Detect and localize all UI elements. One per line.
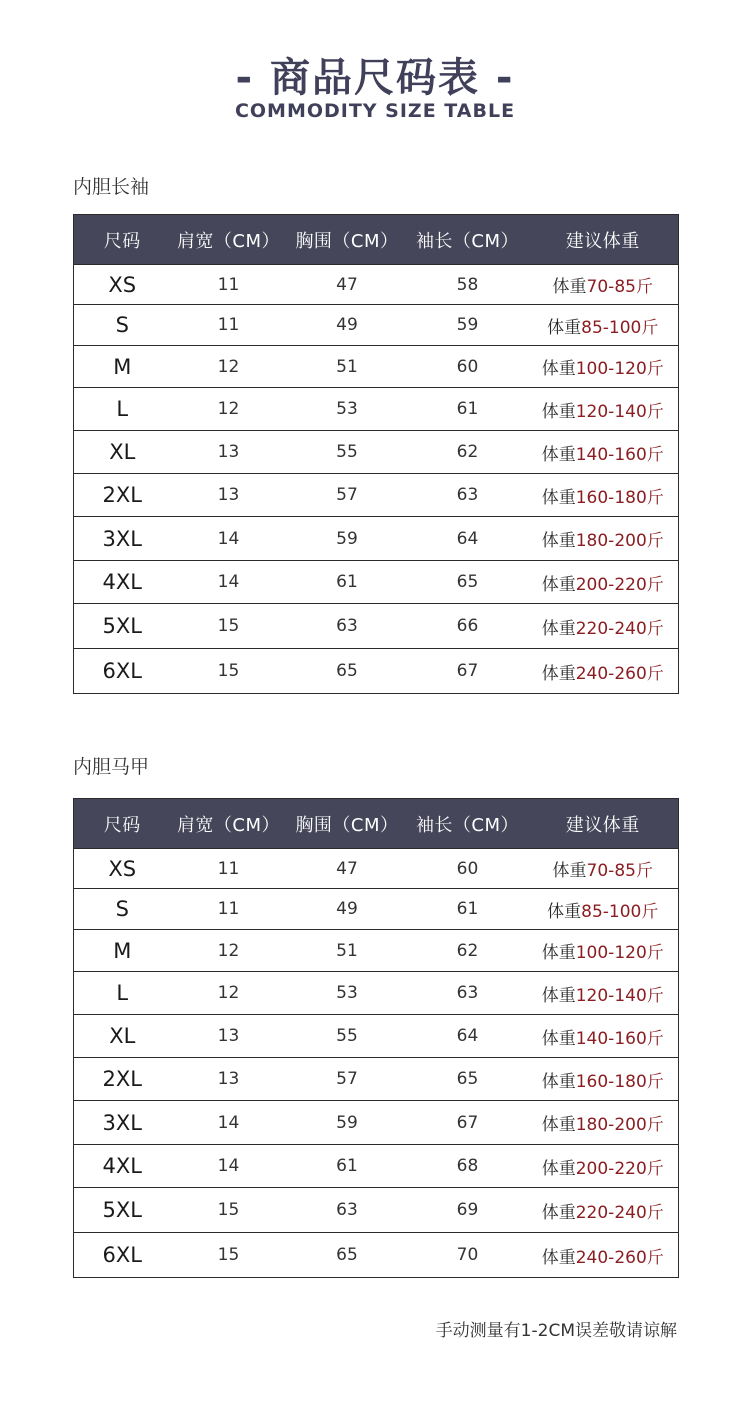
size-cell: XL	[74, 1015, 171, 1058]
weight-prefix: 体重	[541, 1071, 576, 1092]
table-row	[74, 649, 679, 694]
table-row	[74, 1233, 679, 1278]
header-chest: 胸围（CM）	[287, 215, 408, 265]
sleeve-cell: 67	[408, 649, 528, 694]
chest-cell: 63	[287, 1188, 408, 1233]
weight-range: 240-260斤	[575, 1247, 664, 1268]
sleeve-cell: 65	[408, 1058, 528, 1101]
sleeve-cell: 67	[408, 1101, 528, 1145]
size-table-vest	[73, 798, 679, 1278]
chest-cell: 61	[287, 561, 408, 604]
weight-prefix: 体重	[541, 1202, 576, 1223]
header-size: 尺码	[74, 799, 171, 849]
weight-prefix: 体重	[541, 618, 576, 639]
size-cell: XL	[74, 431, 171, 474]
shoulder-cell: 14	[171, 517, 287, 561]
shoulder-cell: 15	[171, 1188, 287, 1233]
table-row	[74, 930, 679, 972]
weight-cell	[528, 474, 679, 517]
size-cell: 5XL	[74, 604, 171, 649]
sleeve-cell: 61	[408, 388, 528, 431]
weight-range: 140-160斤	[575, 444, 664, 465]
weight-prefix: 体重	[541, 444, 576, 465]
weight-cell	[528, 561, 679, 604]
shoulder-cell: 11	[171, 265, 287, 305]
table-row	[74, 474, 679, 517]
sleeve-cell: 61	[408, 889, 528, 930]
table-row	[74, 1058, 679, 1101]
header-sleeve: 袖长（CM）	[408, 215, 528, 265]
size-cell: M	[74, 930, 171, 972]
size-cell: 4XL	[74, 561, 171, 604]
weight-cell	[528, 930, 679, 972]
sleeve-cell: 59	[408, 305, 528, 346]
weight-range: 120-140斤	[575, 401, 664, 422]
size-cell: 3XL	[74, 1101, 171, 1145]
shoulder-cell: 14	[171, 1101, 287, 1145]
weight-prefix: 体重	[541, 574, 576, 595]
weight-range: 100-120斤	[575, 943, 664, 963]
weight-prefix: 体重	[547, 317, 582, 338]
weight-cell	[528, 1101, 679, 1145]
weight-cell	[528, 1058, 679, 1101]
table-row	[74, 849, 679, 889]
shoulder-cell: 12	[171, 972, 287, 1015]
measurement-note: 手动测量有1-2CM误差敬请谅解	[435, 1321, 677, 1341]
shoulder-cell: 14	[171, 1145, 287, 1188]
table-row	[74, 388, 679, 431]
weight-range: 220-240斤	[575, 1202, 664, 1223]
table-row	[74, 604, 679, 649]
weight-cell	[528, 265, 679, 305]
sleeve-cell: 64	[408, 1015, 528, 1058]
chest-cell: 53	[287, 388, 408, 431]
weight-prefix: 体重	[541, 1115, 576, 1135]
chest-cell: 59	[287, 1101, 408, 1145]
size-cell: XS	[74, 849, 171, 889]
shoulder-cell: 12	[171, 388, 287, 431]
size-cell: 5XL	[74, 1188, 171, 1233]
table-row	[74, 431, 679, 474]
weight-prefix: 体重	[541, 1028, 576, 1049]
chest-cell: 49	[287, 305, 408, 346]
sleeve-cell: 58	[408, 265, 528, 305]
sleeve-cell: 69	[408, 1188, 528, 1233]
header-size: 尺码	[74, 215, 171, 265]
shoulder-cell: 13	[171, 1058, 287, 1101]
header-weight: 建议体重	[528, 799, 679, 849]
size-table-long-sleeve	[73, 214, 679, 694]
sleeve-cell: 66	[408, 604, 528, 649]
weight-range: 140-160斤	[575, 1028, 664, 1049]
weight-cell	[528, 972, 679, 1015]
sleeve-cell: 60	[408, 849, 528, 889]
size-cell: 6XL	[74, 649, 171, 694]
weight-cell	[528, 1015, 679, 1058]
chest-cell: 51	[287, 930, 408, 972]
weight-prefix: 体重	[552, 861, 587, 881]
table-row	[74, 1145, 679, 1188]
page-subtitle: COMMODITY SIZE TABLE	[234, 100, 516, 122]
shoulder-cell: 12	[171, 930, 287, 972]
weight-range: 160-180斤	[575, 1071, 664, 1092]
chest-cell: 49	[287, 889, 408, 930]
sleeve-cell: 70	[408, 1233, 528, 1278]
section-label-long-sleeve: 内胆长袖	[73, 176, 150, 198]
weight-cell	[528, 649, 679, 694]
weight-range: 200-220斤	[575, 1158, 664, 1179]
table-row	[74, 305, 679, 346]
weight-range: 200-220斤	[575, 574, 664, 595]
size-cell: 4XL	[74, 1145, 171, 1188]
weight-range: 180-200斤	[575, 1115, 664, 1135]
weight-range: 120-140斤	[575, 985, 664, 1006]
weight-prefix: 体重	[541, 359, 576, 379]
weight-cell	[528, 388, 679, 431]
shoulder-cell: 13	[171, 474, 287, 517]
shoulder-cell: 12	[171, 346, 287, 388]
table-row	[74, 972, 679, 1015]
size-cell: L	[74, 972, 171, 1015]
size-cell: L	[74, 388, 171, 431]
header-sleeve: 袖长（CM）	[408, 799, 528, 849]
chest-cell: 47	[287, 265, 408, 305]
size-cell: 3XL	[74, 517, 171, 561]
weight-prefix: 体重	[541, 1247, 576, 1268]
weight-range: 70-85斤	[586, 277, 653, 297]
weight-prefix: 体重	[541, 531, 576, 551]
sleeve-cell: 63	[408, 474, 528, 517]
weight-cell	[528, 305, 679, 346]
size-cell: S	[74, 305, 171, 346]
sleeve-cell: 62	[408, 431, 528, 474]
shoulder-cell: 13	[171, 1015, 287, 1058]
header-shoulder: 肩宽（CM）	[171, 799, 287, 849]
chest-cell: 65	[287, 649, 408, 694]
weight-cell	[528, 517, 679, 561]
table-row	[74, 517, 679, 561]
sleeve-cell: 64	[408, 517, 528, 561]
size-cell: XS	[74, 265, 171, 305]
shoulder-cell: 11	[171, 889, 287, 930]
weight-range: 85-100斤	[581, 901, 659, 922]
header-chest: 胸围（CM）	[287, 799, 408, 849]
weight-cell	[528, 889, 679, 930]
shoulder-cell: 14	[171, 561, 287, 604]
weight-range: 70-85斤	[586, 861, 653, 881]
sleeve-cell: 65	[408, 561, 528, 604]
weight-prefix: 体重	[541, 487, 576, 508]
page-title: - 商品尺码表 -	[235, 55, 515, 101]
weight-cell	[528, 604, 679, 649]
table-row	[74, 889, 679, 930]
header-weight: 建议体重	[528, 215, 679, 265]
shoulder-cell: 11	[171, 305, 287, 346]
weight-range: 240-260斤	[575, 663, 664, 684]
shoulder-cell: 15	[171, 1233, 287, 1278]
weight-prefix: 体重	[541, 943, 576, 963]
table-row	[74, 561, 679, 604]
table-header-row	[74, 799, 679, 849]
table-row	[74, 346, 679, 388]
weight-range: 180-200斤	[575, 531, 664, 551]
weight-prefix: 体重	[552, 277, 587, 297]
chest-cell: 51	[287, 346, 408, 388]
table-row	[74, 1101, 679, 1145]
weight-range: 100-120斤	[575, 359, 664, 379]
section-label-vest: 内胆马甲	[73, 756, 150, 778]
size-cell: M	[74, 346, 171, 388]
size-cell: 2XL	[74, 1058, 171, 1101]
sleeve-cell: 63	[408, 972, 528, 1015]
size-cell: 2XL	[74, 474, 171, 517]
table-row	[74, 265, 679, 305]
weight-cell	[528, 1145, 679, 1188]
weight-cell	[528, 1188, 679, 1233]
chest-cell: 57	[287, 474, 408, 517]
shoulder-cell: 15	[171, 649, 287, 694]
chest-cell: 53	[287, 972, 408, 1015]
chest-cell: 47	[287, 849, 408, 889]
weight-prefix: 体重	[541, 401, 576, 422]
sleeve-cell: 60	[408, 346, 528, 388]
sleeve-cell: 62	[408, 930, 528, 972]
chest-cell: 63	[287, 604, 408, 649]
chest-cell: 61	[287, 1145, 408, 1188]
chest-cell: 57	[287, 1058, 408, 1101]
weight-cell	[528, 346, 679, 388]
table-header-row	[74, 215, 679, 265]
weight-cell	[528, 849, 679, 889]
header-shoulder: 肩宽（CM）	[171, 215, 287, 265]
weight-prefix: 体重	[541, 663, 576, 684]
weight-prefix: 体重	[541, 1158, 576, 1179]
sleeve-cell: 68	[408, 1145, 528, 1188]
weight-range: 85-100斤	[581, 317, 659, 338]
shoulder-cell: 11	[171, 849, 287, 889]
size-cell: 6XL	[74, 1233, 171, 1278]
chest-cell: 55	[287, 431, 408, 474]
weight-cell	[528, 431, 679, 474]
weight-cell	[528, 1233, 679, 1278]
weight-range: 160-180斤	[575, 487, 664, 508]
size-cell: S	[74, 889, 171, 930]
weight-prefix: 体重	[541, 985, 576, 1006]
table-row	[74, 1015, 679, 1058]
shoulder-cell: 13	[171, 431, 287, 474]
shoulder-cell: 15	[171, 604, 287, 649]
chest-cell: 55	[287, 1015, 408, 1058]
weight-range: 220-240斤	[575, 618, 664, 639]
table-row	[74, 1188, 679, 1233]
chest-cell: 65	[287, 1233, 408, 1278]
weight-prefix: 体重	[547, 901, 582, 922]
chest-cell: 59	[287, 517, 408, 561]
